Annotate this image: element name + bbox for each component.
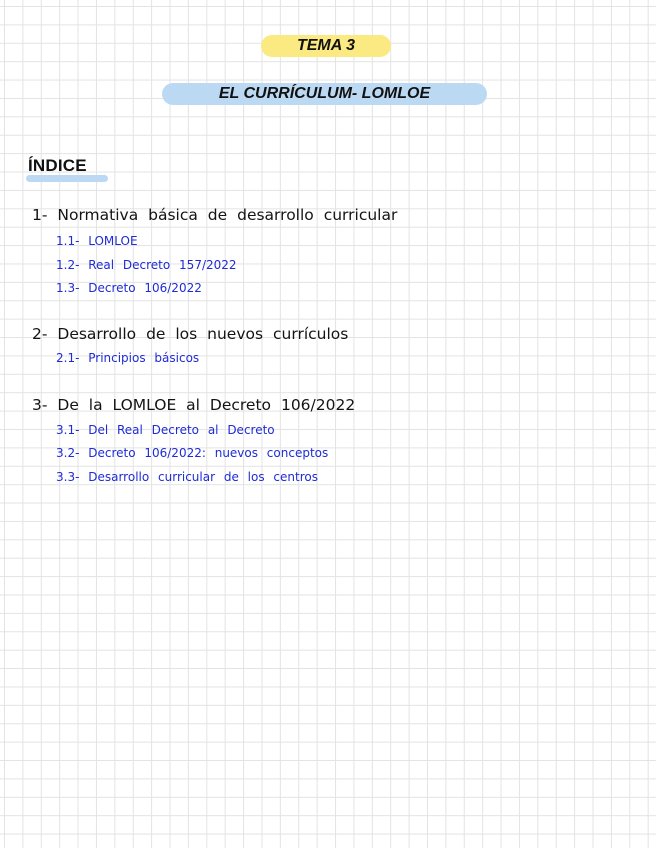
toc-item-1-1: 1.1- LOMLOE (56, 234, 138, 248)
toc-item-3-2: 3.2- Decreto 106/2022: nuevos conceptos (56, 446, 329, 460)
toc-section-2: 2- Desarrollo de los nuevos currículos (32, 325, 349, 343)
toc-item-1-2: 1.2- Real Decreto 157/2022 (56, 258, 237, 272)
index-heading: ÍNDICE (28, 156, 87, 175)
toc-item-1-3: 1.3- Decreto 106/2022 (56, 281, 202, 295)
index-heading-highlight (26, 175, 108, 182)
topic-title-text: TEMA 3 (296, 37, 356, 54)
toc-item-3-1: 3.1- Del Real Decreto al Decreto (56, 423, 275, 437)
topic-title (261, 35, 391, 57)
toc-item-2-1: 2.1- Principios básicos (56, 351, 200, 365)
toc-section-3: 3- De la LOMLOE al Decreto 106/2022 (32, 396, 356, 414)
toc-section-1: 1- Normativa básica de desarrollo curricular (32, 206, 398, 224)
topic-subtitle-text: EL CURRÍCULUM- LOMLOE (218, 85, 431, 102)
toc-item-3-3: 3.3- Desarrollo curricular de los centros (56, 470, 318, 484)
topic-subtitle (162, 83, 487, 105)
